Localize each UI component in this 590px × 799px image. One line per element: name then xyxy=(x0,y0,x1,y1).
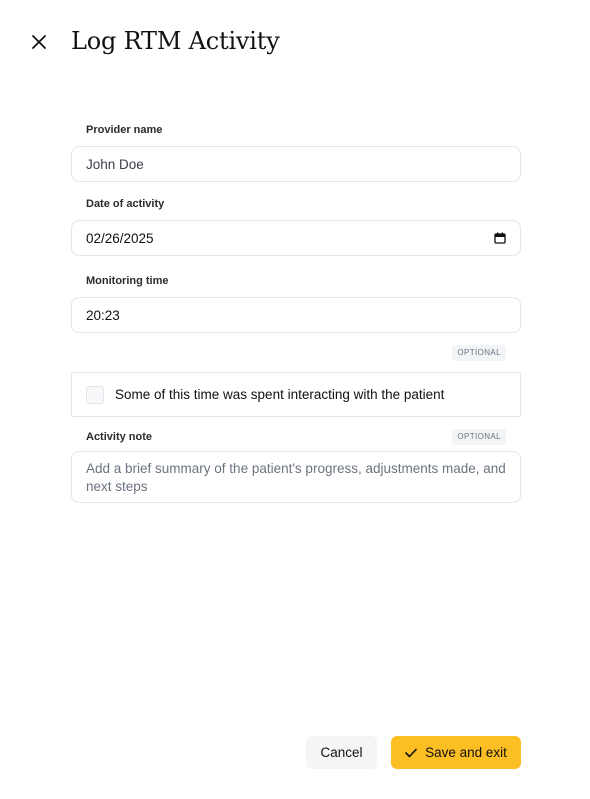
monitoring-time-value: 20:23 xyxy=(86,307,120,323)
activity-note-optional-badge: OPTIONAL xyxy=(452,429,506,445)
activity-note-textarea[interactable] xyxy=(71,451,521,503)
activity-note-placeholder: Add a brief summary of the patient's progress, adjustments made, and next steps xyxy=(86,461,506,494)
save-button-label: Save and exit xyxy=(425,745,507,760)
calendar-icon[interactable] xyxy=(494,232,506,244)
date-of-activity-label: Date of activity xyxy=(86,198,165,210)
save-and-exit-button[interactable] xyxy=(391,736,521,769)
monitoring-time-input[interactable] xyxy=(71,297,521,333)
patient-interaction-checkbox[interactable] xyxy=(86,386,104,404)
check-icon xyxy=(405,748,417,758)
date-of-activity-value: 02/26/2025 xyxy=(86,230,154,246)
close-button[interactable] xyxy=(27,30,51,54)
close-icon xyxy=(31,34,47,50)
date-of-activity-input[interactable] xyxy=(71,220,521,256)
provider-name-label: Provider name xyxy=(86,124,163,136)
monitoring-time-label: Monitoring time xyxy=(86,275,169,287)
patient-interaction-optional-badge: OPTIONAL xyxy=(452,345,506,361)
cancel-button[interactable] xyxy=(306,736,377,769)
patient-interaction-label: Some of this time was spent interacting with the patient xyxy=(115,387,445,402)
cancel-button-label: Cancel xyxy=(320,745,363,760)
provider-name-value: John Doe xyxy=(86,156,144,172)
patient-interaction-checkbox-row[interactable] xyxy=(71,372,521,417)
page-title: Log RTM Activity xyxy=(71,27,280,55)
activity-note-label: Activity note xyxy=(86,431,153,443)
provider-name-input[interactable] xyxy=(71,146,521,182)
log-activity-form xyxy=(71,120,521,503)
